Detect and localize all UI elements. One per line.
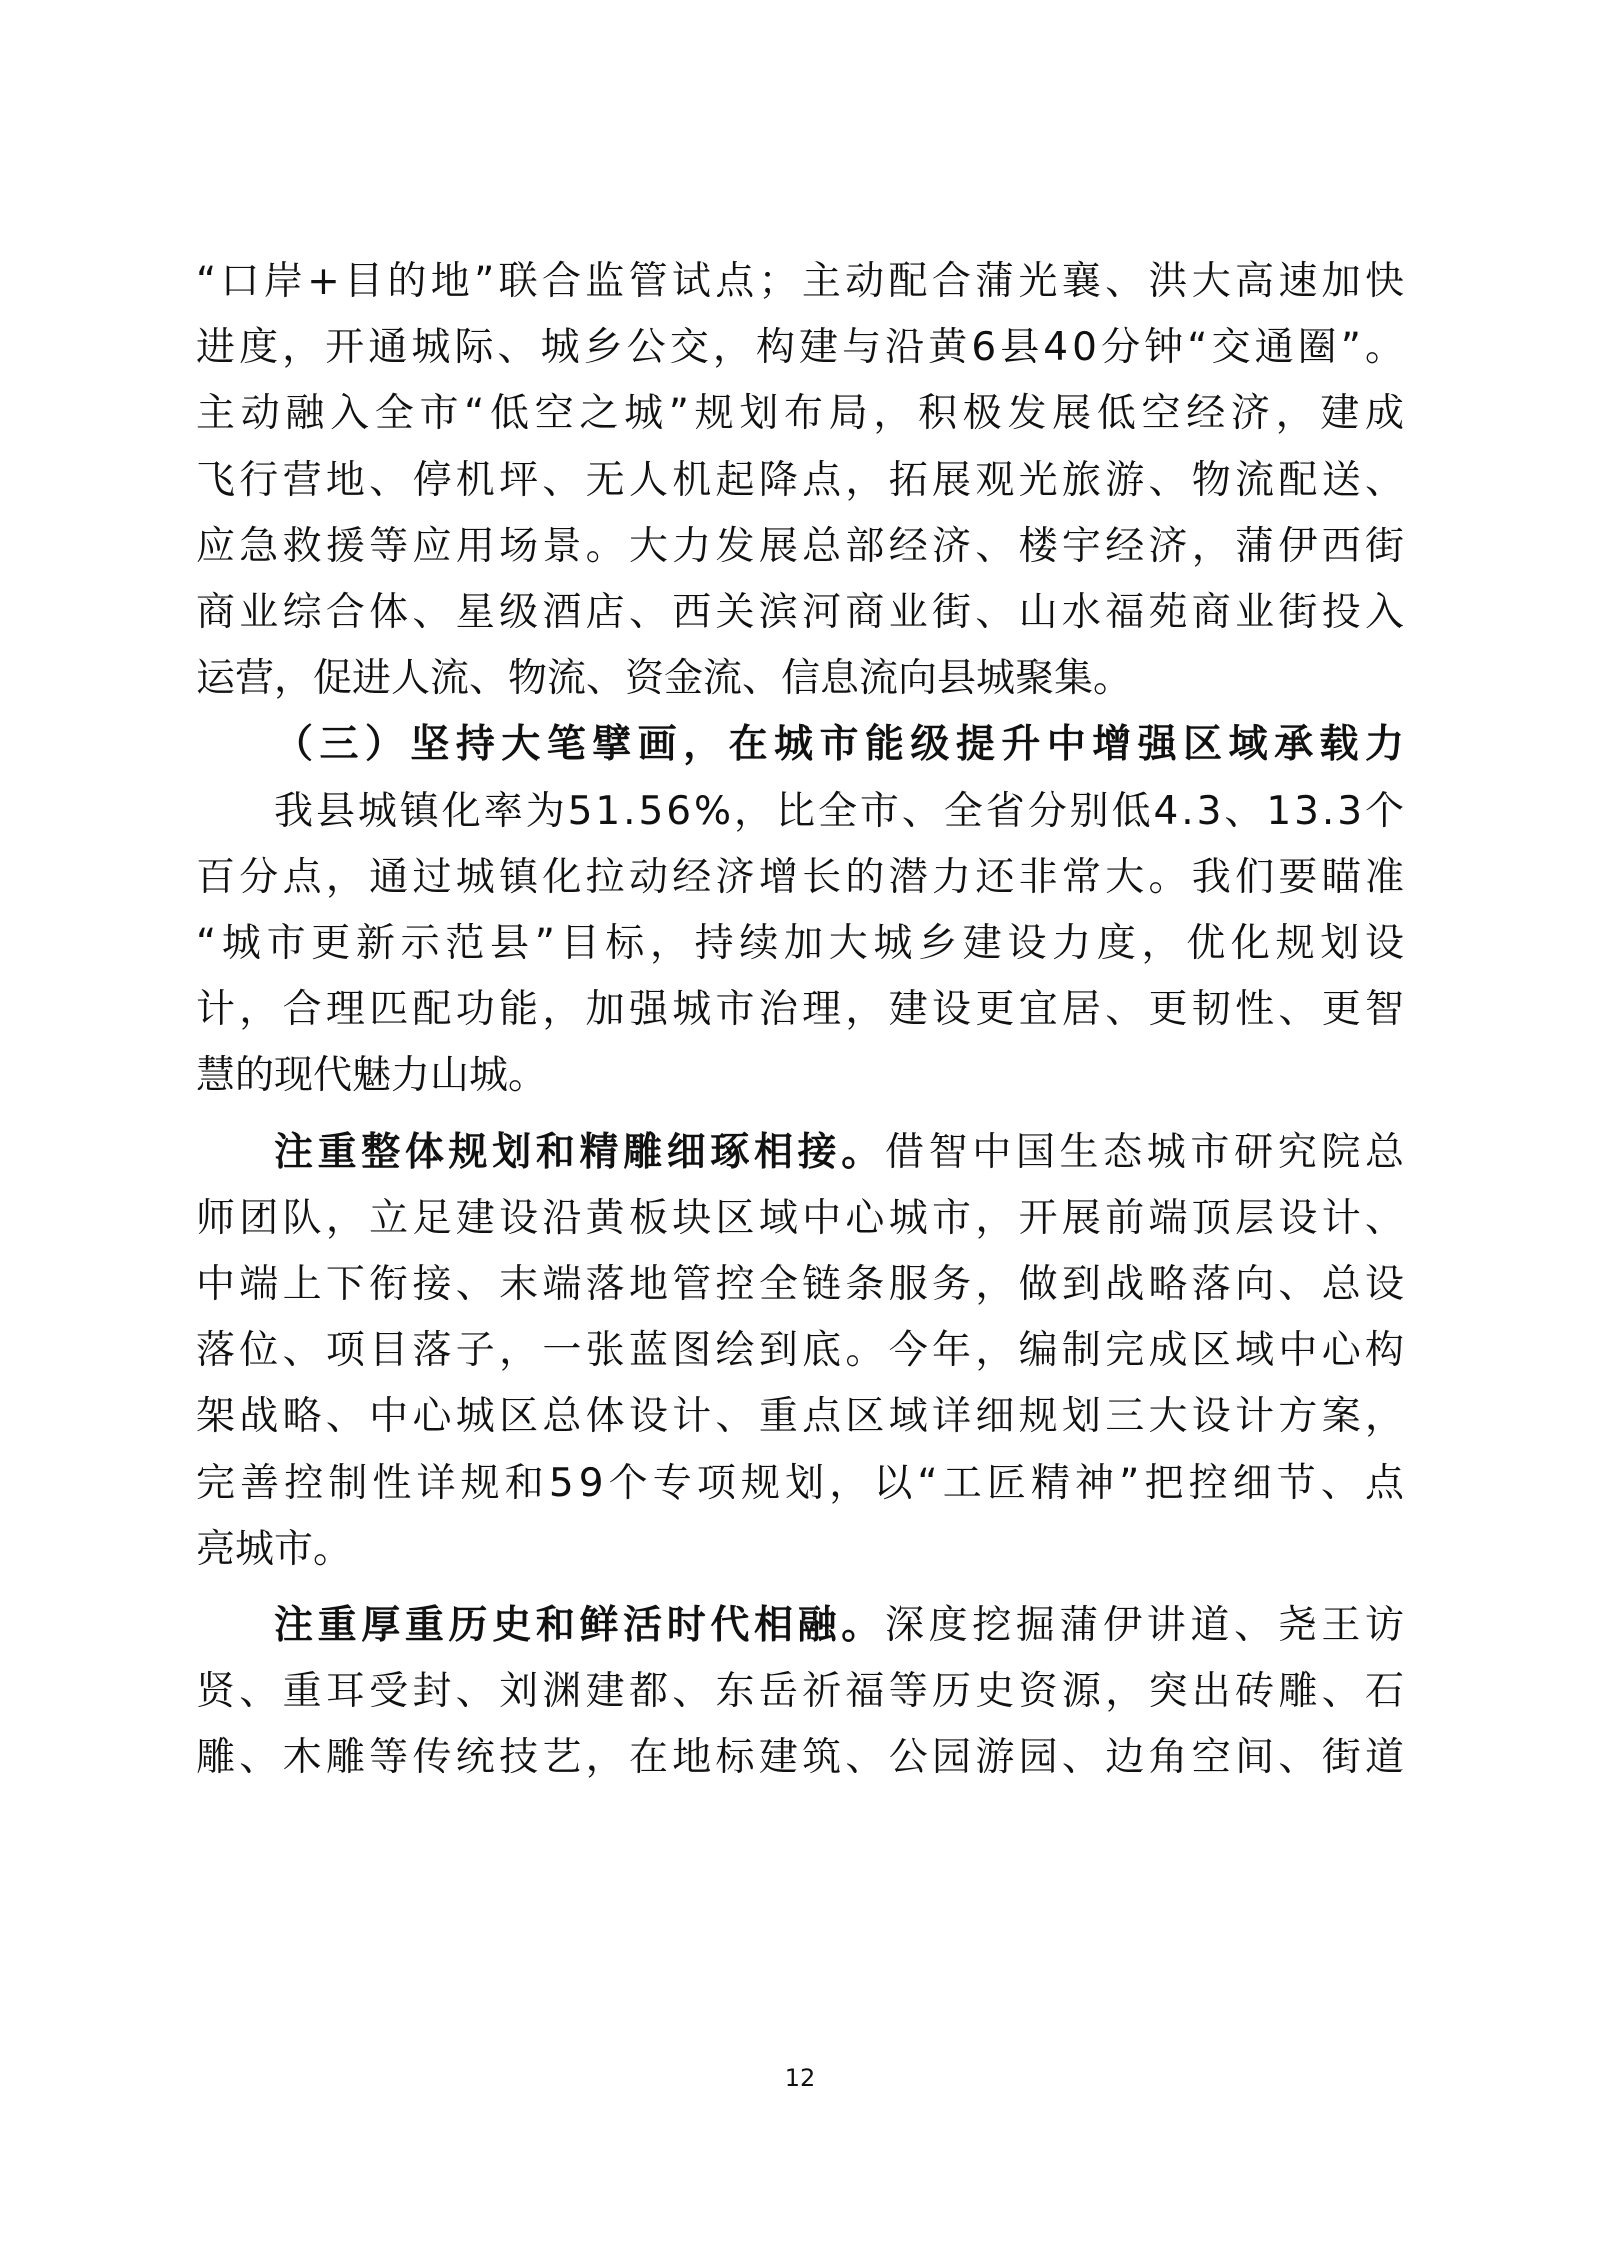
- line-text: 进度，开通城际、城乡公交，构建与沿黄6县40分钟“交通圈”。: [196, 325, 1409, 371]
- line-text: 架战略、中心城区总体设计、重点区域详细规划三大设计方案，: [196, 1394, 1409, 1440]
- line-text: 商业综合体、星级酒店、西关滨河商业街、山水福苑商业街投入: [196, 590, 1409, 635]
- text-line: [0, 848, 1600, 908]
- text-line: [0, 1387, 1600, 1447]
- text-line: [0, 649, 1600, 709]
- text-line: [0, 1255, 1600, 1315]
- text-line: [0, 1189, 1600, 1249]
- text-line: [0, 1596, 1600, 1656]
- line-text: 师团队，立足建设沿黄板块区域中心城市，开展前端顶层设计、: [196, 1195, 1409, 1241]
- page-number: 12: [784, 2064, 816, 2092]
- text-line: [0, 451, 1600, 511]
- text-line: [0, 1123, 1600, 1183]
- text-line: [0, 517, 1600, 577]
- text-line: [0, 1520, 1600, 1580]
- line-text: 飞行营地、停机坪、无人机起降点，拓展观光旅游、物流配送、: [196, 457, 1409, 503]
- line-text: 雕、木雕等传统技艺，在地标建筑、公园游园、边角空间、街道: [196, 1735, 1409, 1781]
- line-text: 我县城镇化率为51.56%，比全市、全省分别低4.3、13.3个: [274, 788, 1407, 834]
- line-text: 中端上下衔接、末端落地管控全链条服务，做到战略落向、总设: [196, 1262, 1409, 1307]
- text-line: [0, 1662, 1600, 1722]
- line-text: 慧的现代魅力山城。: [196, 1053, 548, 1099]
- text-line: [0, 1728, 1600, 1788]
- line-text: 主动融入全市“低空之城”规划布局，积极发展低空经济，建成: [196, 391, 1410, 437]
- line-text: 借智中国生态城市研究院总: [884, 1129, 1409, 1175]
- text-line: [0, 1321, 1600, 1381]
- line-text: 亮城市。: [196, 1526, 353, 1572]
- text-line: [0, 384, 1600, 444]
- text-line: [0, 980, 1600, 1040]
- line-text: 贤、重耳受封、刘渊建都、东岳祈福等历史资源，突出砖雕、石: [196, 1669, 1409, 1715]
- line-text: “口岸+目的地”联合监管试点；主动配合蒲光襄、洪大高速加快: [196, 259, 1409, 304]
- text-line: [0, 782, 1600, 842]
- text-line: [0, 1046, 1600, 1106]
- text-line: [0, 318, 1600, 378]
- line-text: 落位、项目落子，一张蓝图绘到底。今年，编制完成区域中心构: [196, 1328, 1409, 1374]
- text-line: [0, 1454, 1600, 1514]
- line-text: 运营，促进人流、物流、资金流、信息流向县城聚集。: [196, 656, 1133, 702]
- line-text: 完善控制性详规和59个专项规划，以“工匠精神”把控细节、点: [196, 1460, 1410, 1506]
- section-heading: [0, 715, 1600, 775]
- bold-lead-phrase: 注重整体规划和精雕细琢相接。: [274, 1129, 885, 1175]
- line-text: 深度挖掘蒲伊讲道、尧王访: [884, 1603, 1409, 1648]
- bold-lead-phrase: 注重厚重历史和鲜活时代相融。: [274, 1603, 885, 1648]
- text-line: [0, 583, 1600, 643]
- line-text: 百分点，通过城镇化拉动经济增长的潜力还非常大。我们要瞄准: [196, 854, 1409, 900]
- line-text: 计，合理匹配功能，加强城市治理，建设更宜居、更韧性、更智: [196, 987, 1409, 1033]
- line-text: 应急救援等应用场景。大力发展总部经济、楼宇经济，蒲伊西街: [196, 523, 1409, 569]
- text-line: [0, 914, 1600, 974]
- line-text: “城市更新示范县”目标，持续加大城乡建设力度，优化规划设: [196, 921, 1410, 966]
- line-text: （三）坚持大笔擘画，在城市能级提升中增强区域承载力: [274, 722, 1411, 768]
- text-line: [0, 252, 1600, 312]
